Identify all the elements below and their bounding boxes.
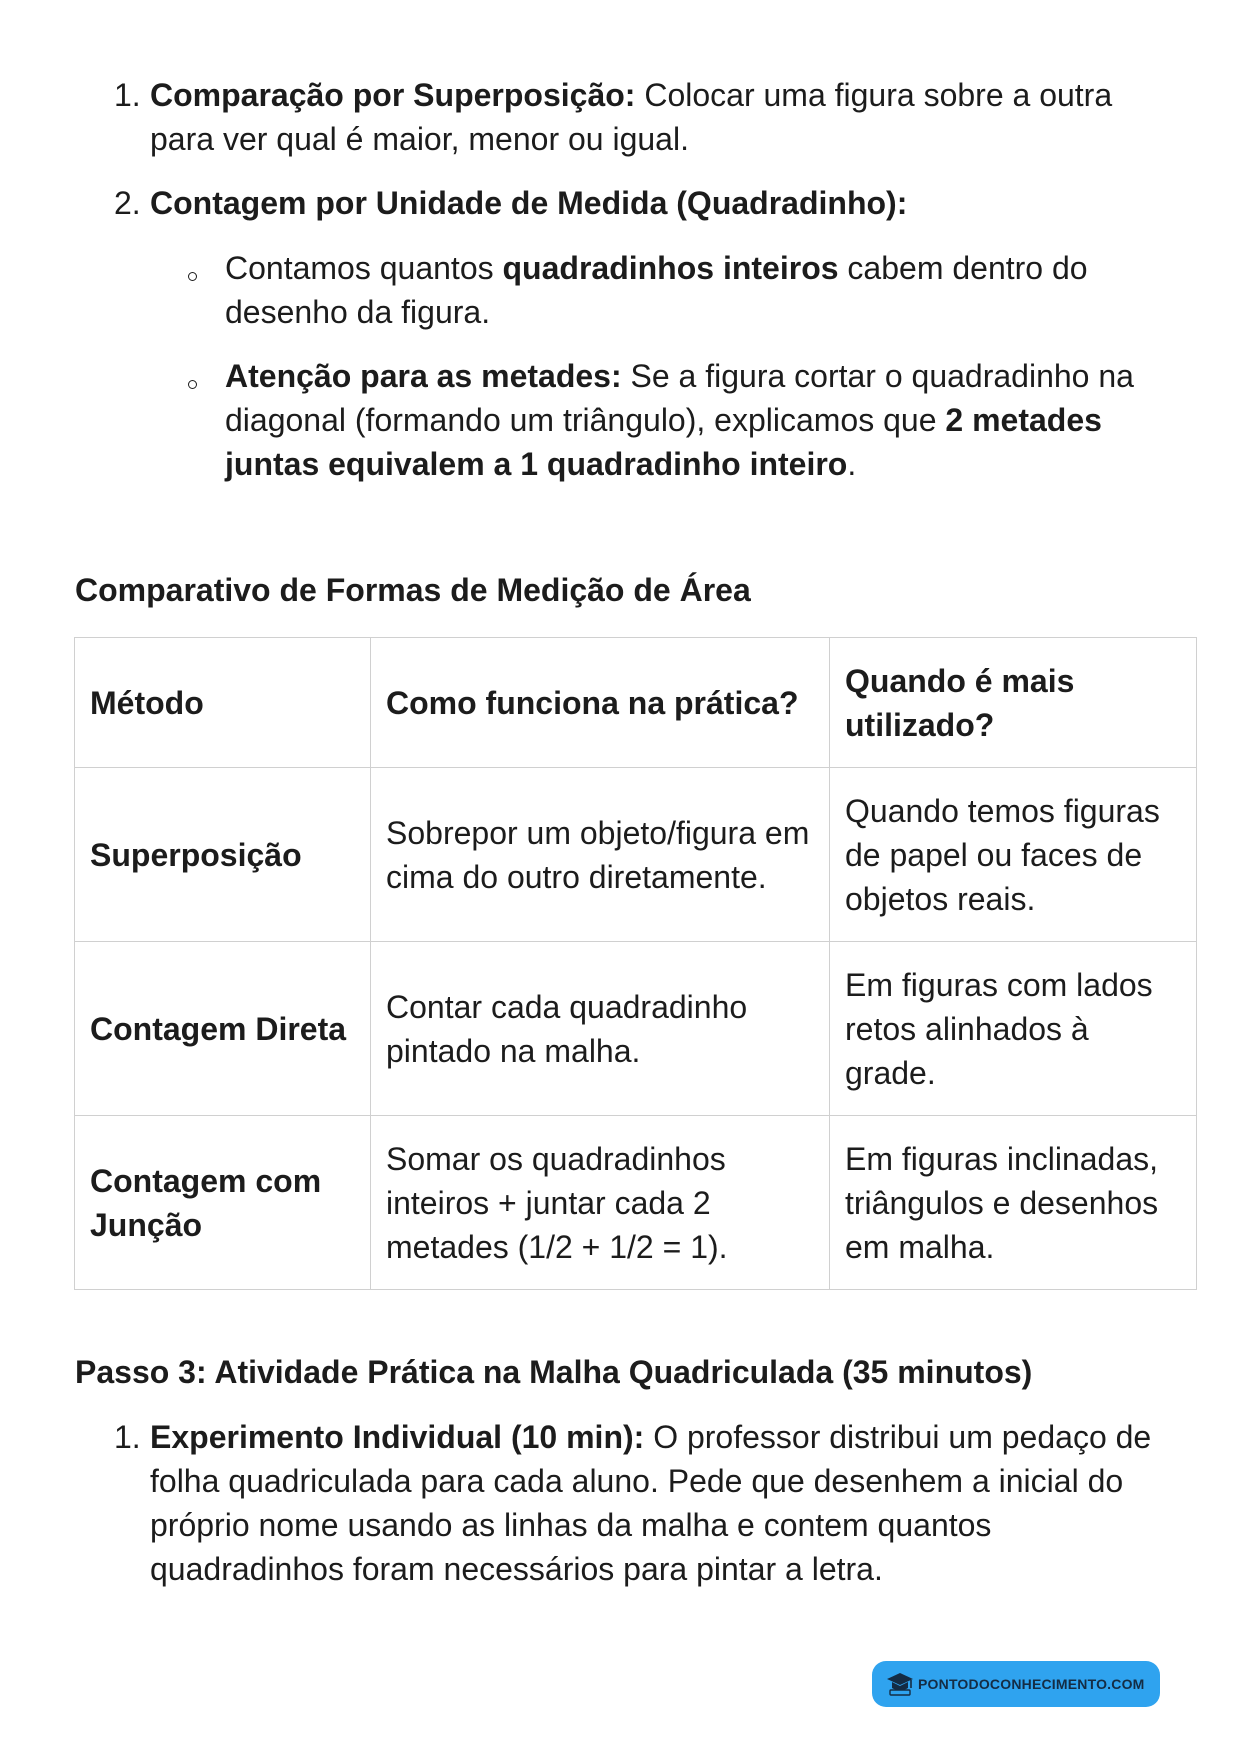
list-item-text [150, 1415, 1174, 1591]
list-number: 1. [114, 77, 141, 113]
table-cell-como: Contar cada quadradinho pintado na malha. [371, 942, 830, 1116]
header-como-funciona: Como funciona na prática? [371, 638, 830, 768]
list-item-text [150, 181, 1174, 225]
sub-list-text [225, 354, 1148, 486]
sub-text-end: . [847, 446, 857, 482]
table-cell-metodo: Superposição [75, 768, 371, 942]
table-row [75, 768, 1197, 942]
header-metodo: Método [75, 638, 371, 768]
sub-text-bold: Atenção para as metades: [225, 358, 622, 394]
graduation-cap-icon [886, 1671, 914, 1697]
circle-bullet-icon [188, 272, 197, 281]
list-item-desc: O professor distribui um pedaço de folha quadriculada para cada aluno. Pede que desenhem a inicial do próprio nome usando as linhas da malha e contem quantos quadradinhos foram necessários para pintar a letra. [150, 1419, 1152, 1587]
header-quando: Quando é mais utilizado? [830, 638, 1197, 768]
table-cell-quando: Quando temos figuras de papel ou faces de objetos reais. [830, 768, 1197, 942]
list-number: 2. [114, 185, 141, 221]
circle-bullet-icon [188, 380, 197, 389]
sub-list-item-inteiros [188, 246, 1148, 334]
table-title: Comparativo de Formas de Medição de Área [75, 572, 751, 608]
table-cell-como: Sobrepor um objeto/figura em cima do outro diretamente. [371, 768, 830, 942]
list-item-bold: Contagem por Unidade de Medida (Quadradinho): [150, 185, 908, 221]
list-item-superposicao [114, 73, 1174, 161]
sub-text-bold2: 2 metades juntas equivalem a 1 quadradinho inteiro [225, 402, 1102, 482]
list-item-bold: Experimento Individual (10 min): [150, 1419, 645, 1455]
table-cell-como: Somar os quadradinhos inteiros + juntar cada 2 metades (1/2 + 1/2 = 1). [371, 1116, 830, 1290]
table-cell-quando: Em figuras com lados retos alinhados à grade. [830, 942, 1197, 1116]
table-header-row [75, 638, 1197, 768]
table-cell-quando: Em figuras inclinadas, triângulos e desenhos em malha. [830, 1116, 1197, 1290]
sub-list-item-metades [188, 354, 1148, 486]
table-row [75, 942, 1197, 1116]
table-cell-metodo: Contagem com Junção [75, 1116, 371, 1290]
sub-text-pre: Contamos quantos [225, 250, 503, 286]
sub-text-bold: quadradinhos inteiros [502, 250, 839, 286]
sub-list-text [225, 246, 1148, 334]
list-item-desc: Colocar uma figura sobre a outra para ver qual é maior, menor ou igual. [150, 77, 1113, 157]
step3-heading: Passo 3: Atividade Prática na Malha Quadriculada (35 minutos) [75, 1354, 1033, 1390]
table-row [75, 1116, 1197, 1290]
list-item-contagem [114, 181, 1174, 225]
list-number: 1. [114, 1419, 141, 1455]
sub-text: Se a figura cortar o quadradinho na diagonal (formando um triângulo), explicamos que [225, 358, 1134, 438]
list-item-experimento [114, 1415, 1174, 1591]
list-item-text [150, 73, 1174, 161]
comparison-table [74, 637, 1197, 1290]
site-badge[interactable] [872, 1661, 1160, 1707]
list-item-bold: Comparação por Superposição: [150, 77, 636, 113]
sub-text-post: cabem dentro do desenho da figura. [225, 250, 1088, 330]
badge-label: PONTODOCONHECIMENTO.COM [918, 1676, 1145, 1692]
table-cell-metodo: Contagem Direta [75, 942, 371, 1116]
